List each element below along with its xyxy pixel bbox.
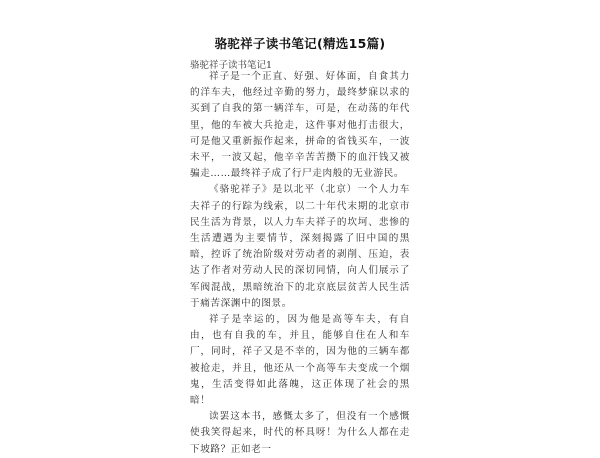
paragraph: 祥子是幸运的，因为他是高等车夫，有自由，也有自我的车，并且，能够自住在人和车厂，同时，祥子又是不幸的，因为他的三辆车都被抢走，并且，他还从一个高等车夫变成一个烟鬼，生活变得如此落魄，这正体现了社会的黑暗！ xyxy=(190,314,410,407)
section-heading: 骆驼祥子读书笔记1 xyxy=(190,60,273,71)
paragraph: 《骆驼祥子》是以北平（北京）一个人力车夫祥子的行踪为线索，以二十年代末期的北京市民生活为背景，以人力车夫祥子的坎坷、悲惨的生活遭遇为主要情节，深刻揭露了旧中国的黑暗，控诉了统治阶级对劳动者的剥削、压迫，表达了作者对劳动人民的深切同情，向人们展示了军阀混战，黑暗统治下的北京底层贫苦人民生活于痛苦深渊中的图景。 xyxy=(190,184,410,309)
document-title: 骆驼祥子读书笔记(精选15篇) xyxy=(214,36,386,51)
paragraph: 读罢这本书，感慨太多了，但没有一个感慨使我笑得起来，时代的杯具呀！为什么人都在走下坡路？正如老一 xyxy=(190,411,410,455)
paragraph: 祥子是一个正直、好强、好体面，自食其力的洋车夫，他经过辛勤的努力，最终梦寐以求的买到了自我的第一辆洋车，可是，在动荡的年代里，他的车被大兵抢走，这件事对他打击很大，可是他又重新振作起来，拼命的省钱买车，一波未平，一波又起，他辛辛苦苦攒下的血汗钱又被骗走……最终祥子成了行尸走肉般的无业游民。 xyxy=(190,71,410,180)
